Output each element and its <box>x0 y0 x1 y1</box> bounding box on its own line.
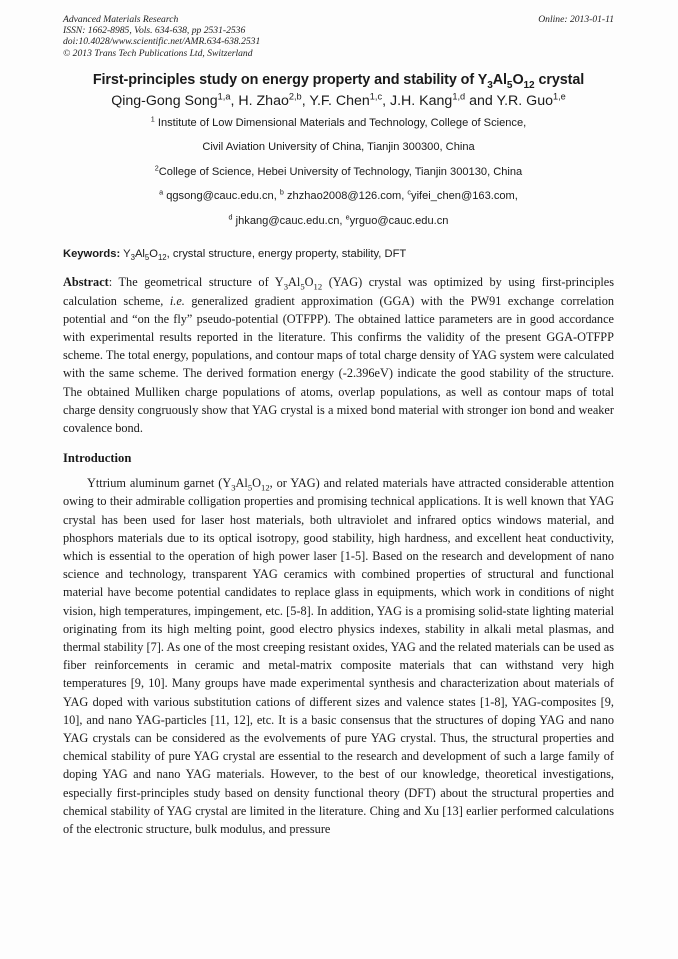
paper-title <box>63 71 614 91</box>
copyright-line: © 2013 Trans Tech Publications Ltd, Switzerland <box>63 47 253 59</box>
author-list: Qing-Gong Song$^{1,a}$, H. Zhao$^{2,b}$, Y.F. Chen$^{1,c}$, J.H. Kang$^{1,d}$ and Y.R. Guo$^{1,e}$ <box>111 91 566 109</box>
author: J.H. Kang$^{1,d}$ <box>390 91 466 109</box>
title-text: First-principles study on energy property and stability of <box>92 71 478 88</box>
keywords <box>63 248 614 263</box>
keywords-formula: $Y_3Al_5O_{12}$ <box>123 248 167 263</box>
abstract-formula: $Y_3Al_5O_{12}$ <box>274 275 323 292</box>
intro-formula: $Y_3Al_5O_{12}$ <box>222 476 270 493</box>
title-formula: $Y_3Al_5O_{12}$ <box>477 71 535 91</box>
affiliation-1-line-2: Civil Aviation University of China, Tianjin 300300, China <box>202 141 475 154</box>
doi-line: doi:10.4028/www.scientific.net/AMR.634-638.2531 <box>63 36 261 48</box>
keywords-text: , crystal structure, energy property, stability, DFT <box>166 248 407 261</box>
author: Y.F. Chen$^{1,c}$ <box>309 91 383 109</box>
online-date: Online: 2013-01-11 <box>538 14 614 25</box>
paper-page <box>63 14 614 838</box>
affiliation-1-line-1: $^1$ Institute of Low Dimensional Materials and Technology, College of Science, <box>150 114 527 129</box>
journal-name: Advanced Materials Research <box>63 14 179 25</box>
keywords-label: Keywords: <box>63 248 121 261</box>
abstract: Abstract: The geometrical structure of $Y_3Al_5O_{12}$ (YAG) crystal was optimized by using first-principles calculation scheme, i.e. generalized gradient approximation (GGA) with the PW91 exchange correlation potential and “on the fly” pseudo-potential (OTFPP). The obtained lattice parameters are in good accordance with experimental results reported in the literature. This confirms the validity of the present GGA-OTFPP scheme. The total energy, populations, and contour maps of total charge density of YAG system were calculated with the same scheme. The derived formation energy (-2.396eV) indicate the good stability of the structure. The obtained Mulliken charge populations of atoms, overlap populations, as well as contour maps of total charge density congruously show that YAG crystal is a mixed bond material with stronger ion bond and weaker covalence bond. <box>63 275 615 435</box>
emails-line-2: $^d$ jhkang@cauc.edu.cn, $^e$yrguo@cauc.edu.cn <box>228 212 449 227</box>
affiliations <box>63 111 614 234</box>
emails-line-1: $^a$ qgsong@cauc.edu.cn, $^b$ zhzhao2008@126.com, $^c$yifei_chen@163.com, <box>159 187 518 203</box>
title-suffix: crystal <box>534 71 585 88</box>
section-heading-introduction: Introduction <box>63 451 132 466</box>
author: Y.R. Guo$^{1,e}$ <box>496 91 566 109</box>
abstract-label: Abstract <box>63 275 109 290</box>
issn-line: ISSN: 1662-8985, Vols. 634-638, pp 2531-2536 <box>63 25 246 37</box>
introduction-paragraph: Yttrium aluminum garnet ($Y_3Al_5O_{12}$, or YAG) and related materials have attracted considerable attention owing to their admirable colligation properties and promising technical applications. It is well known that YAG crystal has been used for laser host materials, both ultraviolet and infrared optics windows material, and phosphors materials due to its optical isotropy, good stability, high hardness, and excellent heat conductivity, which is essential to the operation of high power laser [1-5]. Based on the research and development of nano science and technology, transparent YAG ceramics with combined properties of structural and functional material have become potential candidates to replace glass in equipments, which work in conditions of night vision, high temperatures, impingement, etc. [5-8]. In addition, YAG is a promising solid-state lighting material originating from its high melting point, good electro physics indexes, stability in alkali metal plasmas, and thermal stability [7]. As one of the most creeping resistant oxides, YAG and the related materials can be used as fiber reinforcements in ceramic and metal-matrix composite materials that can withstand very high temperatures [9, 10]. Many groups have made experimental synthesis and characterization about materials of YAG doped with various substitution cations of different sizes and valence states [1-8], YAG-composites [9, 10], and nano YAG-particles [11, 12], etc. It is a basic consensus that the structures of doping YAG and nano YAG crystals can be considered as the evolvements of pure YAG crystal. Thus, the structural properties and chemical stability of pure YAG crystal are essential to the research and development of such a large family of doping YAG and nano YAG materials. However, to the best of our knowledge, theoretical investigations, especially first-principles study based on density functional theory (DFT) about the structural properties and chemical stability of YAG crystal are limited in the literature. Ching and Xu [13] earlier performed calculations of the electronic structure, bulk modulus, and pressure <box>63 476 614 836</box>
author: Qing-Gong Song$^{1,a}$ <box>111 91 231 109</box>
author: H. Zhao$^{2,b}$ <box>238 91 302 109</box>
affiliation-2: $^2$College of Science, Hebei University of Technology, Tianjin 300130, China <box>154 163 523 178</box>
journal-header <box>63 14 614 59</box>
